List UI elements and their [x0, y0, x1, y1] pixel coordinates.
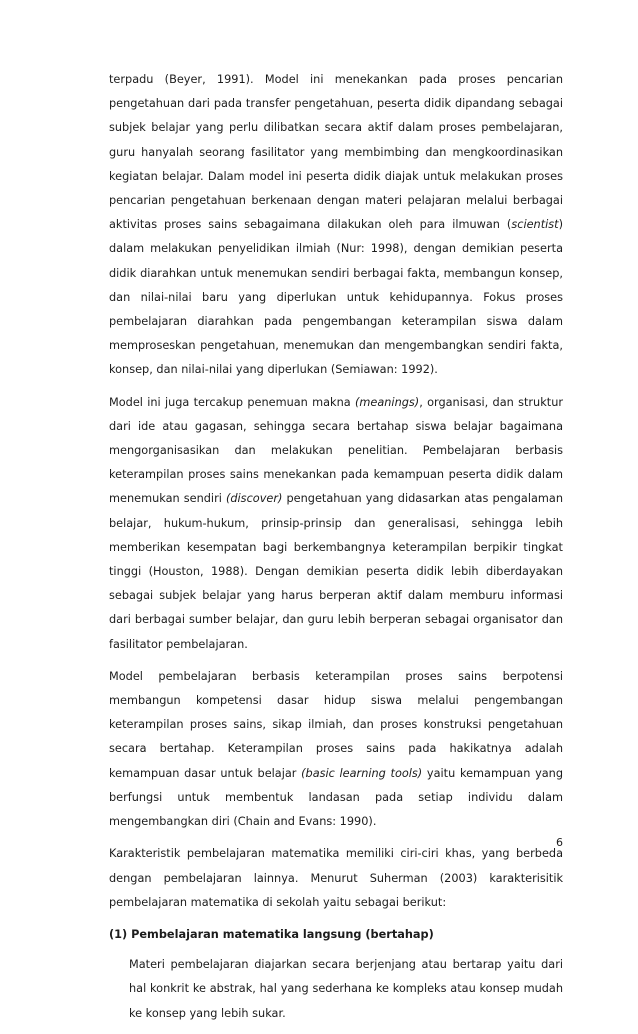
body-text — [109, 68, 563, 1034]
paragraph-5: Materi pembelajaran diajarkan secara berjenjang atau bertarap yaitu dari hal konkrit ke abstrak, hal yang sederhana ke kompleks atau konsep mudah ke konsep yang lebih sukar. — [129, 958, 563, 1020]
paragraph-2-italic-1: (meanings) — [354, 395, 420, 409]
section-heading: (1) Pembelajaran matematika langsung (bertahap) — [109, 927, 434, 941]
paragraph-3-italic: (basic learning tools) — [301, 766, 423, 780]
paragraph-3 — [109, 665, 563, 834]
paragraph-2-text-a: Model ini juga tercakup penemuan makna — [109, 395, 355, 409]
paragraph-3-text-a: Model pembelajaran berbasis keterampilan proses sains berpotensi membangun kompetensi dasar hidup siswa melalui pengembangan keterampilan proses sains, sikap ilmiah, dan proses konstruksi pengetahuan secara bertahap. Keterampilan proses sains pada hakikatnya adalah kemampuan dasar untuk belajar — [109, 669, 563, 780]
paragraph-2 — [109, 391, 563, 657]
paragraph-2-text-c: pengetahuan yang didasarkan atas pengalaman belajar, hukum-hukum, prinsip-prinsip dan generalisasi, sehingga lebih memberikan kesempatan bagi berkembangnya keterampilan berpikir tingkat tinggi (Houston, 1988). Dengan demikian peserta didik lebih diberdayakan sebagai subjek belajar yang harus berperan aktif dalam memburu informasi dari berbagai sumber belajar, dan guru lebih berperan sebagai organisator dan fasilitator pembelajaran. — [109, 492, 563, 651]
paragraph-1 — [109, 68, 563, 383]
paragraph-2-italic-2: (discover) — [225, 492, 283, 506]
page-number: 6 — [556, 836, 563, 849]
paragraph-1-text-b: ) dalam melakukan penyelidikan ilmiah (Nur: 1998), dengan demikian peserta didik diarahkan untuk menemukan sendiri berbagai fakta, membangun konsep, dan nilai-nilai baru yang diperlukan untuk kehidupannya. Fokus proses pembelajaran diarahkan pada pengembangan keterampilan siswa dalam memproseskan pengetahuan, menemukan dan mengembangkan sendiri fakta, konsep, dan nilai-nilai yang diperlukan (Semiawan: 1992). — [109, 218, 563, 377]
paragraph-1-italic: scientist — [511, 218, 559, 232]
paragraph-4: Karakteristik pembelajaran matematika memiliki ciri-ciri khas, yang berbeda dengan pembelajaran lainnya. Menurut Suherman (2003) karakterisitik pembelajaran matematika di sekolah yaitu sebagai berikut: — [109, 847, 563, 909]
paragraph-1-text-a: terpadu (Beyer, 1991). Model ini menekankan pada proses pencarian pengetahuan dari pada transfer pengetahuan, peserta didik dipandang sebagai subjek belajar yang perlu dilibatkan secara aktif dalam proses pembelajaran, guru hanyalah seorang fasilitator yang membimbing dan mengkoordinasikan kegiatan belajar. Dalam model ini peserta didik diajak untuk melakukan proses pencarian pengetahuan berkenaan dengan materi pelajaran melalui berbagai aktivitas proses sains sebagaimana dilakukan oleh para ilmuwan ( — [109, 73, 563, 232]
paragraph-2-text-b: , organisasi, dan struktur dari ide atau gagasan, sehingga secara bertahap siswa belajar bagaimana mengorganisasikan dan melakukan penelitian. Pembelajaran berbasis keterampilan proses sains menekankan pada kemampuan peserta didik dalam menemukan sendiri — [109, 395, 563, 506]
paragraph-3-text-b: yaitu kemampuan yang berfungsi untuk membentuk landasan pada setiap individu dalam mengembangkan diri (Chain and Evans: 1990). — [109, 766, 564, 829]
